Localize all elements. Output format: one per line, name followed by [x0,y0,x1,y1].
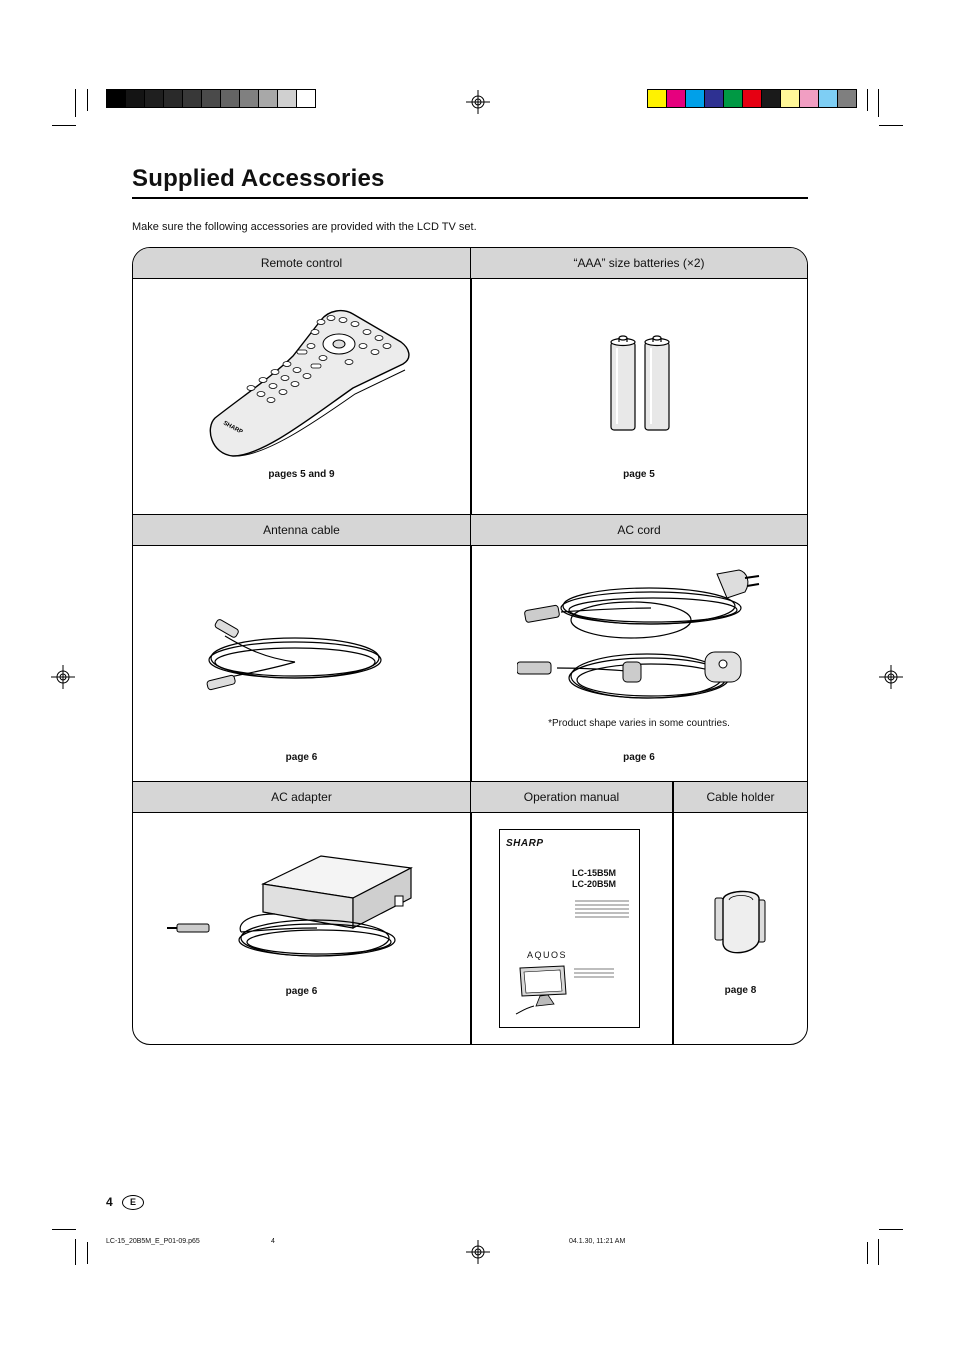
ac-cord-page-ref: page 6 [623,752,655,763]
cable-holder-illustration [713,884,769,960]
header-operation-manual: Operation manual [471,782,672,813]
antenna-cable-illustration [205,618,387,693]
crop-mark [878,1239,879,1265]
page-number: 4 [106,1195,113,1209]
batteries-page-ref: page 5 [623,469,655,480]
manual-tv-icon [514,964,570,1016]
header-ac-cord: AC cord [471,515,807,546]
intro-text: Make sure the following accessories are provided with the LCD TV set. [132,221,477,233]
crop-mark [52,1229,76,1230]
color-swatch [686,90,705,107]
operation-manual-cover [499,829,640,1028]
header-batteries: “AAA” size batteries (×2) [471,248,807,279]
slug-filename: LC-15_20B5M_E_P01-09.p65 [106,1238,200,1245]
header-cable-holder: Cable holder [674,782,807,813]
registration-mark-icon [51,665,75,689]
color-bar [647,89,857,108]
manual-brand-logo: SHARP [506,838,544,849]
color-swatch [819,90,838,107]
crop-mark [878,89,879,117]
color-swatch [145,90,164,107]
registration-mark-icon [879,665,903,689]
gray-scale-bar [106,89,316,108]
color-swatch [164,90,183,107]
manual-stripe [575,908,629,910]
slug-page: 4 [271,1238,275,1245]
color-swatch [126,90,145,107]
cable-holder-page-ref: page 8 [724,985,757,996]
registration-mark-icon [466,90,490,114]
color-swatch [800,90,819,107]
crop-mark [87,1242,88,1264]
header-antenna-cable: Antenna cable [133,515,470,546]
column-divider [470,248,472,1044]
color-swatch [221,90,240,107]
color-swatch [705,90,724,107]
color-swatch [202,90,221,107]
crop-mark [52,125,76,126]
crop-mark [87,89,88,111]
remote-brand-text: SHARP [222,420,244,436]
ac-adapter-page-ref: page 6 [285,986,318,997]
color-swatch [781,90,800,107]
color-swatch [743,90,762,107]
color-swatch [838,90,856,107]
manual-series-logo: AQUOS [527,950,568,960]
antenna-cable-page-ref: page 6 [285,752,318,763]
color-swatch [724,90,743,107]
crop-mark [879,125,903,126]
manual-model-2: LC-20B5M [572,879,617,889]
crop-mark [879,1229,903,1230]
batteries-illustration [607,334,673,434]
color-swatch [667,90,686,107]
color-swatch [240,90,259,107]
ac-cord-au-illustration [517,646,749,706]
manual-stripe [575,912,629,914]
manual-model-1: LC-15B5M [572,868,617,878]
color-swatch [183,90,202,107]
crop-mark [75,89,76,117]
manual-stripe [575,904,629,906]
manual-stripe [574,976,614,978]
accessories-table [132,247,808,1045]
color-swatch [107,90,126,107]
color-swatch [297,90,315,107]
manual-stripe [574,972,614,974]
header-ac-adapter: AC adapter [133,782,470,813]
header-remote-control: Remote control [133,248,470,279]
remote-control-illustration [203,306,413,461]
color-swatch [762,90,781,107]
color-swatch [278,90,297,107]
ac-adapter-illustration [167,854,415,966]
language-badge: E [122,1195,144,1210]
slug-timestamp: 04.1.30, 11:21 AM [569,1238,626,1245]
manual-stripe [574,968,614,970]
manual-stripe [575,900,629,902]
color-swatch [259,90,278,107]
title-rule [132,197,808,199]
ac-cord-note: *Product shape varies in some countries. [548,718,730,729]
registration-mark-icon [466,1240,490,1264]
crop-mark [75,1239,76,1265]
remote-control-page-ref: pages 5 and 9 [268,469,335,480]
column-divider [672,782,674,1044]
manual-stripe [575,916,629,918]
crop-mark [867,89,868,111]
crop-mark [867,1242,868,1264]
color-swatch [648,90,667,107]
page-title: Supplied Accessories [132,165,385,192]
ac-cord-eu-illustration [521,568,761,646]
